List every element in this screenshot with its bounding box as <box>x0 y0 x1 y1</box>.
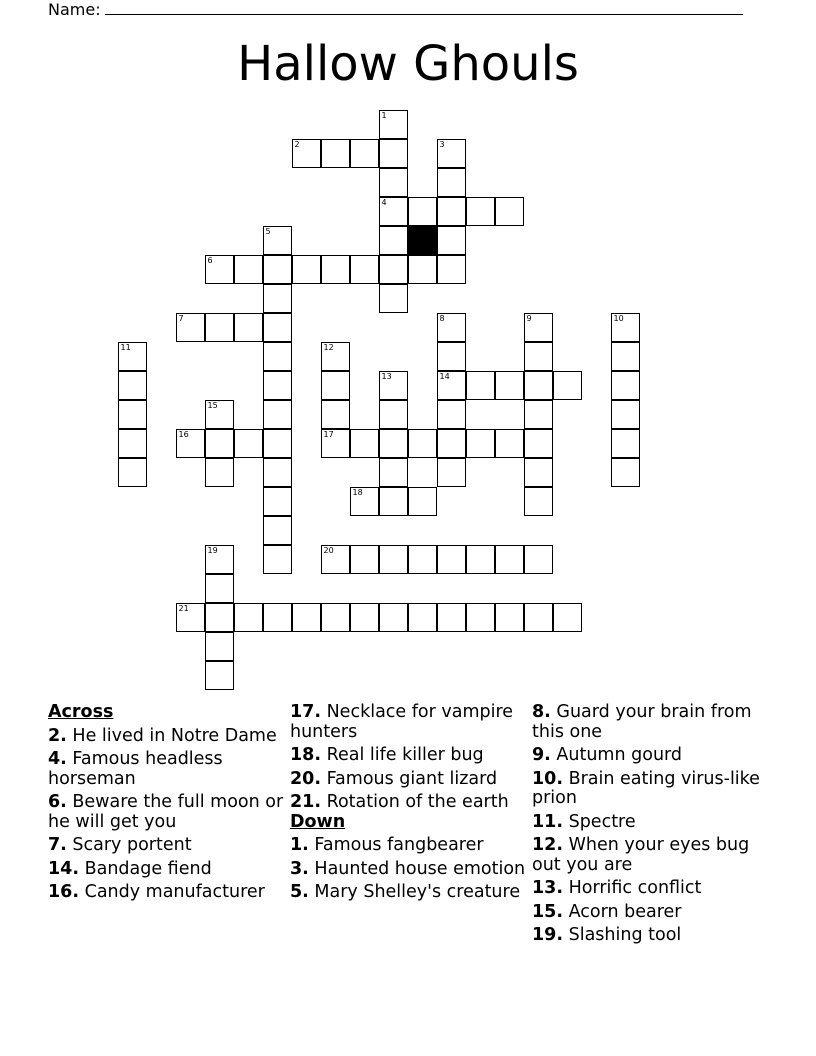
grid-cell[interactable] <box>524 545 553 574</box>
clue-number: 6 <box>207 255 213 265</box>
grid-cell[interactable] <box>437 603 466 632</box>
grid-cell[interactable] <box>321 429 350 458</box>
grid-cell[interactable] <box>466 545 495 574</box>
grid-cell[interactable] <box>437 400 466 429</box>
grid-cell[interactable] <box>437 139 466 168</box>
grid-cell[interactable] <box>611 400 640 429</box>
down-clue: 11. Spectre <box>532 811 636 832</box>
clue-number: 14 <box>439 371 450 381</box>
grid-cell[interactable] <box>350 429 379 458</box>
grid-cell[interactable] <box>350 139 379 168</box>
across-clue: 18. Real life killer bug <box>290 745 484 765</box>
black-square <box>408 226 437 255</box>
grid-cell[interactable] <box>495 603 524 632</box>
clue-number: 17 <box>323 429 334 439</box>
clue-number: 8 <box>439 313 445 323</box>
across-clue: 7. Scary portent <box>48 835 192 855</box>
grid-cell[interactable] <box>524 371 553 400</box>
grid-cell[interactable] <box>379 603 408 632</box>
grid-cell[interactable] <box>263 603 292 632</box>
clue-number: 21 <box>178 603 189 613</box>
grid-cell[interactable] <box>118 371 147 400</box>
across-clue: 6. Beware the full moon or he will get you <box>48 792 284 832</box>
down-clue: 1. Famous fangbearer <box>290 835 484 855</box>
grid-cell[interactable] <box>263 371 292 400</box>
grid-cell[interactable] <box>408 603 437 632</box>
down-clue: 8. Guard your brain from this one <box>532 702 752 742</box>
across-clue: 17. Necklace for vampire hunters <box>290 702 514 742</box>
grid-cell[interactable] <box>611 458 640 487</box>
grid-cell[interactable] <box>524 487 553 516</box>
grid-cell[interactable] <box>408 487 437 516</box>
grid-cell[interactable] <box>263 516 292 545</box>
grid-cell[interactable] <box>263 400 292 429</box>
grid-cell[interactable] <box>379 487 408 516</box>
grid-cell[interactable] <box>263 284 292 313</box>
grid-cell[interactable] <box>437 342 466 371</box>
grid-cell[interactable] <box>321 371 350 400</box>
grid-cell[interactable] <box>234 313 263 342</box>
across-clue: 21. Rotation of the earth <box>290 792 509 812</box>
grid-cell[interactable] <box>524 400 553 429</box>
grid-cell[interactable] <box>379 255 408 284</box>
grid-cell[interactable] <box>263 255 292 284</box>
grid-cell[interactable] <box>263 226 292 255</box>
grid-cell[interactable] <box>205 400 234 429</box>
grid-cell[interactable] <box>234 255 263 284</box>
down-clue: 3. Haunted house emotion <box>290 858 526 879</box>
grid-cell[interactable] <box>437 168 466 197</box>
grid-cell[interactable] <box>321 545 350 574</box>
grid-cell[interactable] <box>553 603 582 632</box>
grid-cell[interactable] <box>379 545 408 574</box>
grid-cell[interactable] <box>118 342 147 371</box>
grid-cell[interactable] <box>524 429 553 458</box>
clue-number: 16 <box>178 429 189 439</box>
grid-cell[interactable] <box>379 168 408 197</box>
down-clue: 19. Slashing tool <box>532 925 682 945</box>
grid-cell[interactable] <box>524 313 553 342</box>
grid-cell[interactable] <box>350 255 379 284</box>
grid-cell[interactable] <box>495 545 524 574</box>
name-label: Name: <box>48 0 101 19</box>
grid-cell[interactable] <box>205 458 234 487</box>
down-clue: 9. Autumn gourd <box>532 745 683 765</box>
clue-number: 15 <box>207 400 218 410</box>
grid-cell[interactable] <box>118 400 147 429</box>
grid-cell[interactable] <box>350 603 379 632</box>
grid-cell[interactable] <box>495 197 524 226</box>
grid-cell[interactable] <box>466 197 495 226</box>
grid-cell[interactable] <box>379 226 408 255</box>
clue-number: 7 <box>178 313 184 323</box>
grid-cell[interactable] <box>524 603 553 632</box>
clue-number: 12 <box>323 342 334 352</box>
grid-cell[interactable] <box>205 545 234 574</box>
grid-cell[interactable] <box>350 487 379 516</box>
grid-cell[interactable] <box>263 342 292 371</box>
grid-cell[interactable] <box>321 603 350 632</box>
grid-cell[interactable] <box>379 371 408 400</box>
clue-column-3 <box>532 703 768 950</box>
grid-cell[interactable] <box>437 458 466 487</box>
grid-cell[interactable] <box>437 255 466 284</box>
grid-cell[interactable] <box>437 545 466 574</box>
grid-cell[interactable] <box>263 313 292 342</box>
across-clue: 4. Famous headless horseman <box>48 749 223 789</box>
grid-cell[interactable] <box>611 342 640 371</box>
across-clue: 2. He lived in Notre Dame <box>48 725 277 746</box>
grid-cell[interactable] <box>611 371 640 400</box>
clue-number: 13 <box>381 371 392 381</box>
grid-cell[interactable] <box>408 197 437 226</box>
clue-number: 19 <box>207 545 218 555</box>
down-clue: 15. Acorn bearer <box>532 901 682 922</box>
grid-cell[interactable] <box>437 429 466 458</box>
clue-number: 2 <box>294 139 300 149</box>
across-clue: 20. Famous giant lizard <box>290 768 498 789</box>
down-clue: 10. Brain eating virus-like prion <box>532 768 760 808</box>
grid-cell[interactable] <box>292 603 321 632</box>
grid-cell[interactable] <box>321 400 350 429</box>
grid-cell[interactable] <box>437 197 466 226</box>
grid-cell[interactable] <box>379 139 408 168</box>
clue-column-1 <box>48 703 284 907</box>
grid-cell[interactable] <box>176 603 205 632</box>
grid-cell[interactable] <box>379 284 408 313</box>
grid-cell[interactable] <box>292 139 321 168</box>
across-clue: 16. Candy manufacturer <box>48 882 265 902</box>
grid-cell[interactable] <box>205 632 234 661</box>
grid-cell[interactable] <box>205 574 234 603</box>
grid-cell[interactable] <box>437 226 466 255</box>
grid-cell[interactable] <box>205 661 234 690</box>
clue-number: 5 <box>265 226 271 236</box>
grid-cell[interactable] <box>408 429 437 458</box>
clue-number: 10 <box>613 313 624 323</box>
grid-cell[interactable] <box>466 603 495 632</box>
grid-cell[interactable] <box>234 429 263 458</box>
across-clue: 14. Bandage fiend <box>48 858 212 879</box>
grid-cell[interactable] <box>379 429 408 458</box>
grid-cell[interactable] <box>350 545 379 574</box>
grid-cell[interactable] <box>263 487 292 516</box>
grid-cell[interactable] <box>466 429 495 458</box>
grid-cell[interactable] <box>379 400 408 429</box>
grid-cell[interactable] <box>524 342 553 371</box>
clue-number: 4 <box>381 197 387 207</box>
down-clue: 5. Mary Shelley's creature <box>290 882 521 902</box>
clue-number: 20 <box>323 545 334 555</box>
grid-cell[interactable] <box>553 371 582 400</box>
down-clue: 12. When your eyes bug out you are <box>532 835 750 875</box>
grid-cell[interactable] <box>176 429 205 458</box>
grid-cell[interactable] <box>379 110 408 139</box>
grid-cell[interactable] <box>611 429 640 458</box>
grid-cell[interactable] <box>263 545 292 574</box>
puzzle-title: Hallow Ghouls <box>237 36 579 92</box>
clue-number: 11 <box>120 342 131 352</box>
grid-cell[interactable] <box>176 313 205 342</box>
grid-cell[interactable] <box>321 139 350 168</box>
across-heading: Across <box>48 702 114 722</box>
grid-cell[interactable] <box>437 371 466 400</box>
grid-cell[interactable] <box>524 458 553 487</box>
grid-cell[interactable] <box>408 255 437 284</box>
grid-cell[interactable] <box>466 371 495 400</box>
grid-cell[interactable] <box>321 255 350 284</box>
grid-cell[interactable] <box>611 313 640 342</box>
grid-cell[interactable] <box>205 429 234 458</box>
grid-cell[interactable] <box>205 255 234 284</box>
grid-cell[interactable] <box>379 458 408 487</box>
clue-number: 9 <box>526 313 532 323</box>
grid-cell[interactable] <box>118 458 147 487</box>
grid-cell[interactable] <box>495 429 524 458</box>
down-clue: 13. Horrific conflict <box>532 878 702 898</box>
clue-number: 18 <box>352 487 363 497</box>
grid-cell[interactable] <box>205 313 234 342</box>
grid-cell[interactable] <box>379 197 408 226</box>
grid-cell[interactable] <box>118 429 147 458</box>
grid-cell[interactable] <box>263 458 292 487</box>
grid-cell[interactable] <box>234 603 263 632</box>
clue-number: 1 <box>381 110 387 120</box>
clue-number: 3 <box>439 139 445 149</box>
grid-cell[interactable] <box>495 371 524 400</box>
grid-cell[interactable] <box>263 429 292 458</box>
grid-cell[interactable] <box>292 255 321 284</box>
grid-cell[interactable] <box>205 603 234 632</box>
down-heading: Down <box>290 811 346 832</box>
grid-cell[interactable] <box>408 545 437 574</box>
grid-cell[interactable] <box>437 313 466 342</box>
clue-column-2 <box>290 703 526 907</box>
grid-cell[interactable] <box>321 342 350 371</box>
